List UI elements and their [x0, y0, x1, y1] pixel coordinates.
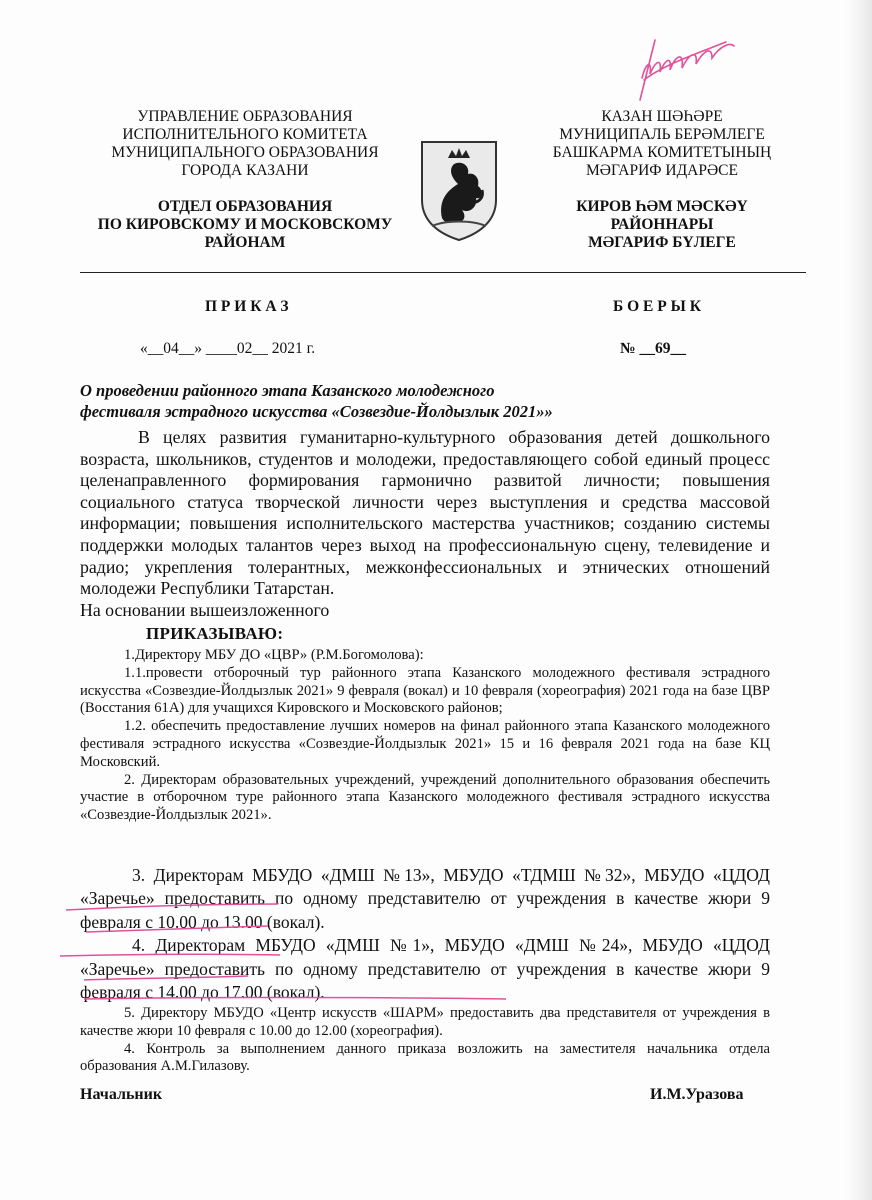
- header-left-dept-line: РАЙОНАМ: [204, 234, 286, 251]
- doc-type-ru: П Р И К А З: [205, 298, 289, 315]
- item-2: 2. Директорам образовательных учреждений, учреждений дополнительного образования обеспечить участие в отборочном туре районного этапа Казанского молодежного фестиваля эстрадного искусства «Созвездие-Йолдызлык 2021».: [80, 771, 770, 824]
- header-left-line: ГОРОДА КАЗАНИ: [181, 162, 309, 179]
- header-right-dept-line: КИРОВ ҺӘМ МӘСКӘҮ: [576, 198, 748, 215]
- kazan-coat-of-arms-icon: [418, 138, 500, 242]
- title-line: О проведении районного этапа Казанского молодежного: [80, 381, 495, 400]
- signature-name: И.М.Уразова: [650, 1086, 744, 1103]
- header-right-line: МӘГАРИФ ИДАРӘСЕ: [586, 162, 738, 179]
- item-1-2: 1.2. обеспечить предоставление лучших номеров на финал районного этапа Казанского молодежного фестиваля эстрадного искусства «Созвездие-Йолдызлык 2021» 15 и 16 февраля 2021 года на базе КЦ Московский.: [80, 718, 770, 770]
- intro-basis: На основании вышеизложенного: [80, 599, 330, 620]
- doc-type-tt: Б О Е Р Ы К: [613, 298, 701, 315]
- item-4: 4. Директорам МБУДО «ДМШ №1», МБУДО «ДМШ №24», МБУДО «ЦДОД «Заречье» предоставить по одному представителю от учреждения в качестве жюри 9 февраля с 14.00 до 17.00 (вокал).: [80, 935, 770, 1003]
- header-right-line: КАЗАН ШӘҺӘРЕ: [601, 108, 723, 125]
- order-items-small: [80, 647, 770, 825]
- item-6: 4. Контроль за выполнением данного приказа возложить на заместителя начальника отдела образования А.М.Гилазову.: [80, 1040, 770, 1075]
- header-right-dept-line: МӘГАРИФ БҮЛЕГЕ: [588, 234, 736, 251]
- header-left-line: МУНИЦИПАЛЬНОГО ОБРАЗОВАНИЯ: [111, 144, 379, 161]
- header-right-dept-line: РАЙОННАРЫ: [610, 216, 714, 233]
- handwritten-initials-mark: [640, 40, 734, 100]
- header-divider: [80, 272, 806, 273]
- intro-section: [80, 427, 770, 621]
- header-right-line: БАШКАРМА КОМИТЕТЫНЫҢ: [552, 144, 772, 161]
- header-left-line: ИСПОЛНИТЕЛЬНОГО КОМИТЕТА: [122, 126, 368, 143]
- page-edge-shadow: [846, 0, 872, 1200]
- header-left-dept-line: ОТДЕЛ ОБРАЗОВАНИЯ: [157, 198, 333, 215]
- item-1-1: 1.1.провести отборочный тур районного этапа Казанского молодежного фестиваля эстрадного искусства «Созвездие-Йолдызлык 2021» 9 февраля (вокал) и 10 февраля (хореография) 2021 года на базе ЦВР (Восстания 61А) для учащихся Кировского и Московского районов;: [80, 664, 770, 717]
- item-5: 5. Директору МБУДО «Центр искусств «ШАРМ» предоставить два представителя от учреждения в качестве жюри 10 февраля с 10.00 до 12.00 (хореография).: [80, 1005, 770, 1039]
- doc-number: № __69__: [620, 340, 686, 357]
- intro-paragraph: В целях развития гуманитарно-культурного образования детей дошкольного возраста, школьников, студентов и молодежи, предоставляющего собой единый процесс целенаправленного формирования гармонично развитой личности; повышения социального статуса творческой личности через выступления и средства массовой информации; повышения исполнительского мастерства участников; созданию системы поддержки молодых талантов через выход на профессиональную сцену, телевидение и радио; укрепления толерантных, межконфессиональных и этнических отношений молодежи Республики Татарстан.: [80, 427, 770, 599]
- header-left: [60, 108, 430, 252]
- header-right: [512, 108, 812, 252]
- order-items-final: [80, 1005, 770, 1076]
- header-right-line: МУНИЦИПАЛЬ БЕРӘМЛЕГЕ: [559, 126, 765, 143]
- document-title: [80, 380, 553, 422]
- order-heading: ПРИКАЗЫВАЮ:: [146, 624, 284, 643]
- header-left-dept-line: ПО КИРОВСКОМУ И МОСКОВСКОМУ: [97, 216, 393, 233]
- order-items-large: [80, 864, 770, 1004]
- item-3: 3. Директорам МБУДО «ДМШ №13», МБУДО «ТДМШ №32», МБУДО «ЦДОД «Заречье» предоставить по одному представителю от учреждения в качестве жюри 9 февраля с 10.00 до 13.00 (вокал).: [80, 865, 770, 932]
- header-left-line: УПРАВЛЕНИЕ ОБРАЗОВАНИЯ: [137, 108, 353, 125]
- title-line: фестиваля эстрадного искусства «Созвездие-Йолдызлык 2021»»: [80, 402, 553, 421]
- signature-role: Начальник: [80, 1086, 163, 1103]
- item-1: 1.Директору МБУ ДО «ЦВР» (Р.М.Богомолова):: [124, 647, 424, 663]
- doc-date: «__04__» ____02__ 2021 г.: [140, 340, 316, 357]
